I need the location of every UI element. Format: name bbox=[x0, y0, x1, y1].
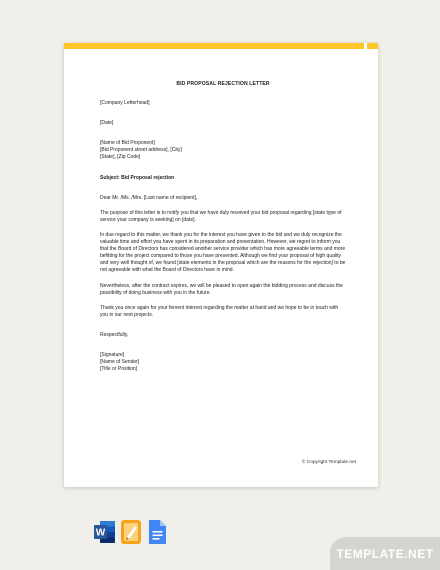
svg-text:W: W bbox=[95, 527, 106, 539]
signature: [Signature] bbox=[100, 351, 125, 358]
letter-title: BID PROPOSAL REJECTION LETTER bbox=[176, 81, 270, 87]
pages-icon[interactable] bbox=[120, 518, 142, 546]
paragraph-2: In due regard to this matter, we thank you for the interest you have given to the bid and we duly recognize the valuable time and effort you have spent in its preparation and presentation. However, we regret to inform you that the Board of Directors has considered another service provider which has more agreeable terms and more befitting for the project compared to those you have presented. Although we find your proposal of high quality and very well thought of, we found [state elements in the proposal which are the reasons for the rejection] to be not agreeable with what the Board of Directors have in mind. bbox=[100, 231, 346, 274]
copyright-notice: © Copyright Template.net bbox=[301, 460, 356, 465]
letter-subject: Subject: Bid Proposal rejection bbox=[100, 174, 175, 181]
letter-page bbox=[64, 43, 378, 487]
word-icon[interactable] bbox=[94, 518, 116, 546]
brand-logo: TEMPLATE.NET bbox=[330, 537, 440, 570]
google-docs-icon[interactable] bbox=[146, 518, 168, 546]
recipient-state: [State], [Zip Code] bbox=[100, 154, 141, 161]
recipient-address: [Bid Proponent street address], [City] bbox=[100, 147, 182, 154]
paragraph-4: Thank you once again for your fervent interest regarding the matter at hand and we hope to be in touch with you in our next projects. bbox=[100, 304, 339, 318]
accent-bar-end bbox=[367, 43, 378, 49]
sender-name: [Name of Sender] bbox=[100, 359, 140, 366]
recipient-block bbox=[100, 140, 346, 161]
sender-title: [Title or Position] bbox=[100, 366, 138, 373]
paragraph-3: Nevertheless, after the contract expires, we will be pleased to open again the bidding process and discuss the possibility of doing business with you in the future. bbox=[100, 282, 343, 296]
paragraph-1: The purpose of this letter is to notify you that we have duly received your bid proposal regarding [state type of service your company is seeking] on [date]. bbox=[100, 209, 342, 223]
closing: Respectfully, bbox=[100, 331, 129, 338]
letter-date: [Date] bbox=[100, 120, 114, 127]
accent-bar bbox=[64, 43, 364, 49]
recipient-name: [Name of Bid Proponent] bbox=[100, 140, 155, 147]
signature-block bbox=[100, 352, 346, 373]
letterhead: [Company Letterhead] bbox=[100, 100, 150, 107]
letter-body bbox=[100, 81, 346, 373]
salutation: Dear Mr. /Ms. /Mrs. [Last name of recipient], bbox=[100, 194, 198, 201]
